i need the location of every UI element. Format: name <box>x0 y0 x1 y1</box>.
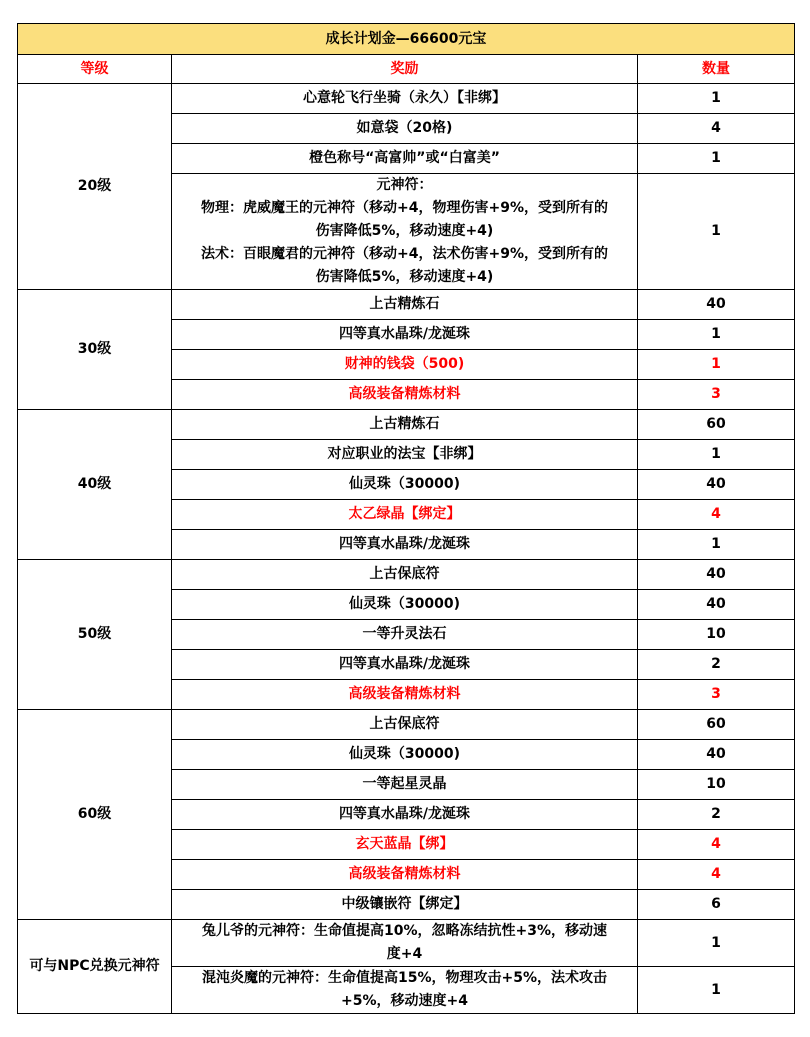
reward-cell: 高级装备精炼材料 <box>172 680 638 710</box>
level-cell: 30级 <box>18 290 172 410</box>
reward-cell: 太乙绿晶【绑定】 <box>172 500 638 530</box>
table-row <box>18 84 795 114</box>
qty-cell: 1 <box>638 84 795 114</box>
table-row <box>18 710 795 740</box>
reward-line: 度+4 <box>386 946 423 962</box>
header-level: 等级 <box>18 55 172 84</box>
qty-cell: 1 <box>638 144 795 174</box>
qty-cell: 1 <box>638 967 795 1014</box>
reward-line: 兔儿爷的元神符：生命值提高10%，忽略冻结抗性+3%，移动速 <box>201 923 607 939</box>
qty-cell: 3 <box>638 380 795 410</box>
qty-cell: 4 <box>638 830 795 860</box>
reward-line: 混沌炎魔的元神符：生命值提高15%，物理攻击+5%，法术攻击 <box>201 970 607 986</box>
level-cell: 20级 <box>18 84 172 290</box>
header-reward: 奖励 <box>172 55 638 84</box>
qty-cell: 40 <box>638 560 795 590</box>
qty-cell: 1 <box>638 530 795 560</box>
header-qty: 数量 <box>638 55 795 84</box>
reward-line: 物理：虎威魔王的元神符（移动+4，物理伤害+9%，受到所有的 <box>201 200 608 216</box>
reward-cell: 上古保底符 <box>172 710 638 740</box>
qty-cell: 1 <box>638 174 795 290</box>
table-row <box>18 410 795 440</box>
level-cell: 60级 <box>18 710 172 920</box>
qty-cell: 1 <box>638 350 795 380</box>
table-row <box>18 560 795 590</box>
reward-cell: 高级装备精炼材料 <box>172 860 638 890</box>
qty-cell: 6 <box>638 890 795 920</box>
reward-cell: 对应职业的法宝【非绑】 <box>172 440 638 470</box>
qty-cell: 2 <box>638 650 795 680</box>
qty-cell: 1 <box>638 320 795 350</box>
reward-cell <box>172 920 638 967</box>
reward-cell: 四等真水晶珠/龙涎珠 <box>172 530 638 560</box>
reward-cell: 四等真水晶珠/龙涎珠 <box>172 650 638 680</box>
qty-cell: 60 <box>638 410 795 440</box>
reward-cell: 一等起星灵晶 <box>172 770 638 800</box>
reward-line: 伤害降低5%，移动速度+4) <box>315 223 494 239</box>
reward-cell: 如意袋（20格) <box>172 114 638 144</box>
reward-line: +5%，移动速度+4 <box>341 993 468 1009</box>
qty-cell: 40 <box>638 290 795 320</box>
qty-cell: 4 <box>638 114 795 144</box>
qty-cell: 2 <box>638 800 795 830</box>
reward-cell <box>172 174 638 290</box>
qty-cell: 40 <box>638 590 795 620</box>
qty-cell: 4 <box>638 500 795 530</box>
qty-cell: 3 <box>638 680 795 710</box>
reward-cell: 财神的钱袋（500) <box>172 350 638 380</box>
qty-cell: 4 <box>638 860 795 890</box>
level-cell: 40级 <box>18 410 172 560</box>
reward-cell: 上古精炼石 <box>172 290 638 320</box>
reward-cell: 四等真水晶珠/龙涎珠 <box>172 320 638 350</box>
table-title: 成长计划金—66600元宝 <box>18 24 795 55</box>
reward-cell: 一等升灵法石 <box>172 620 638 650</box>
reward-cell: 高级装备精炼材料 <box>172 380 638 410</box>
reward-cell: 中级镶嵌符【绑定】 <box>172 890 638 920</box>
reward-line: 法术：百眼魔君的元神符（移动+4，法术伤害+9%，受到所有的 <box>201 246 608 262</box>
reward-line: 元神符： <box>376 177 433 193</box>
qty-cell: 10 <box>638 770 795 800</box>
growth-plan-table <box>17 23 795 1014</box>
level-cell: 可与NPC兑换元神符 <box>18 920 172 1014</box>
reward-cell: 四等真水晶珠/龙涎珠 <box>172 800 638 830</box>
reward-cell: 仙灵珠（30000) <box>172 590 638 620</box>
table-body <box>18 84 795 1014</box>
reward-line: 伤害降低5%，移动速度+4) <box>315 269 494 285</box>
level-cell: 50级 <box>18 560 172 710</box>
reward-cell: 仙灵珠（30000) <box>172 740 638 770</box>
table-row <box>18 920 795 967</box>
qty-cell: 40 <box>638 740 795 770</box>
qty-cell: 1 <box>638 920 795 967</box>
reward-cell: 上古精炼石 <box>172 410 638 440</box>
qty-cell: 10 <box>638 620 795 650</box>
qty-cell: 40 <box>638 470 795 500</box>
table-row <box>18 290 795 320</box>
reward-cell: 玄天蓝晶【绑】 <box>172 830 638 860</box>
reward-cell: 橙色称号“高富帅”或“白富美” <box>172 144 638 174</box>
reward-cell: 上古保底符 <box>172 560 638 590</box>
qty-cell: 60 <box>638 710 795 740</box>
reward-cell: 仙灵珠（30000) <box>172 470 638 500</box>
reward-cell: 心意轮飞行坐骑（永久）【非绑】 <box>172 84 638 114</box>
reward-cell <box>172 967 638 1014</box>
qty-cell: 1 <box>638 440 795 470</box>
